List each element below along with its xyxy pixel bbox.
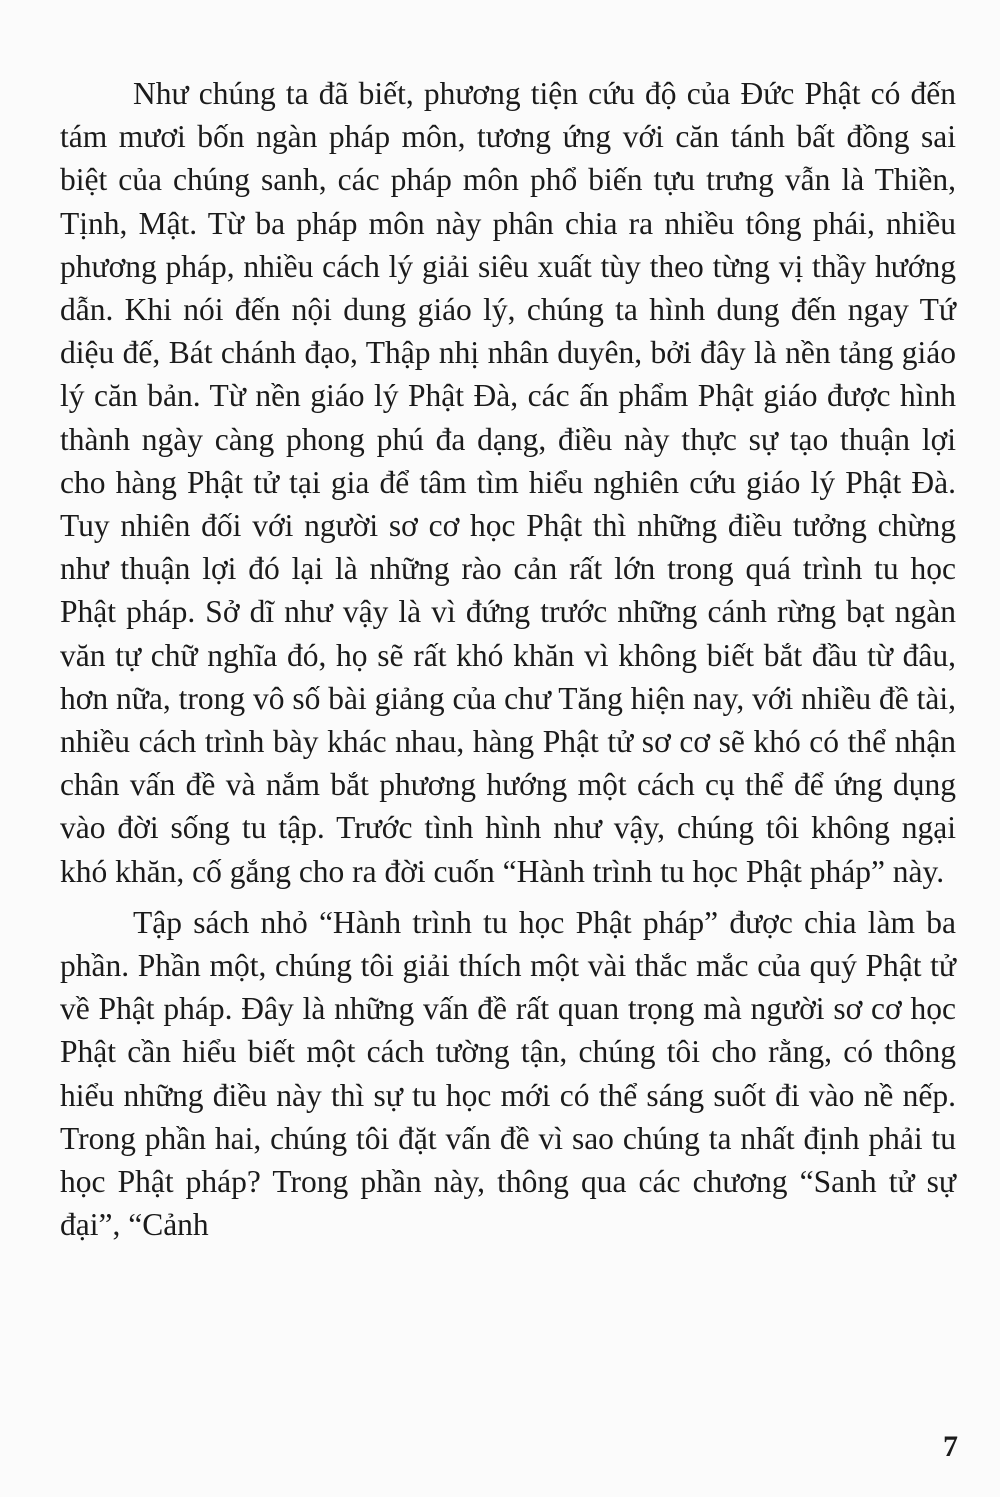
page-number: 7 [943, 1430, 958, 1463]
body-text [60, 72, 956, 1246]
paragraph-2: Tập sách nhỏ “Hành trình tu học Phật pháp” được chia làm ba phần. Phần một, chúng tôi giải thích một vài thắc mắc của quý Phật tử về Phật pháp. Đây là những vấn đề rất quan trọng mà người sơ cơ học Phật cần hiểu biết một cách tường tận, chúng tôi cho rằng, có thông hiểu những điều này thì sự tu học mới có thể sáng suốt đi vào nề nếp. Trong phần hai, chúng tôi đặt vấn đề vì sao chúng ta nhất định phải tu học Phật pháp? Trong phần này, thông qua các chương “Sanh tử sự đại”, “Cảnh [60, 904, 956, 1243]
paragraph-1: Như chúng ta đã biết, phương tiện cứu độ của Đức Phật có đến tám mươi bốn ngàn pháp môn, tương ứng với căn tánh bất đồng sai biệt của chúng sanh, các pháp môn phổ biến tựu trưng vẫn là Thiền, Tịnh, Mật. Từ ba pháp môn này phân chia ra nhiều tông phái, nhiều phương pháp, nhiều cách lý giải siêu xuất tùy theo từng vị thầy hướng dẫn. Khi nói đến nội dung giáo lý, chúng ta hình dung đến ngay Tứ diệu đế, Bát chánh đạo, Thập nhị nhân duyên, bởi đây là nền tảng giáo lý căn bản. Từ nền giáo lý Phật Đà, các ấn phẩm Phật giáo được hình thành ngày càng phong phú đa dạng, điều này thực sự tạo thuận lợi cho hàng Phật tử tại gia để tâm tìm hiểu nghiên cứu giáo lý Phật Đà. Tuy nhiên đối với người sơ cơ học Phật thì những điều tưởng chừng như thuận lợi đó lại là những rào cản rất lớn trong quá trình tu học Phật pháp. Sở dĩ như vậy là vì đứng trước những cánh rừng bạt ngàn văn tự chữ nghĩa đó, họ sẽ rất khó khăn vì không biết bắt đầu từ đâu, hơn nữa, trong vô số bài giảng của chư Tăng hiện nay, với nhiều đề tài, nhiều cách trình bày khác nhau, hàng Phật tử sơ cơ sẽ khó có thể nhận chân vấn đề và nắm bắt phương hướng một cách cụ thể để ứng dụng vào đời sống tu tập. Trước tình hình như vậy, chúng tôi không ngại khó khăn, cố gắng cho ra đời cuốn “Hành trình tu học Phật pháp” này. [60, 76, 956, 889]
